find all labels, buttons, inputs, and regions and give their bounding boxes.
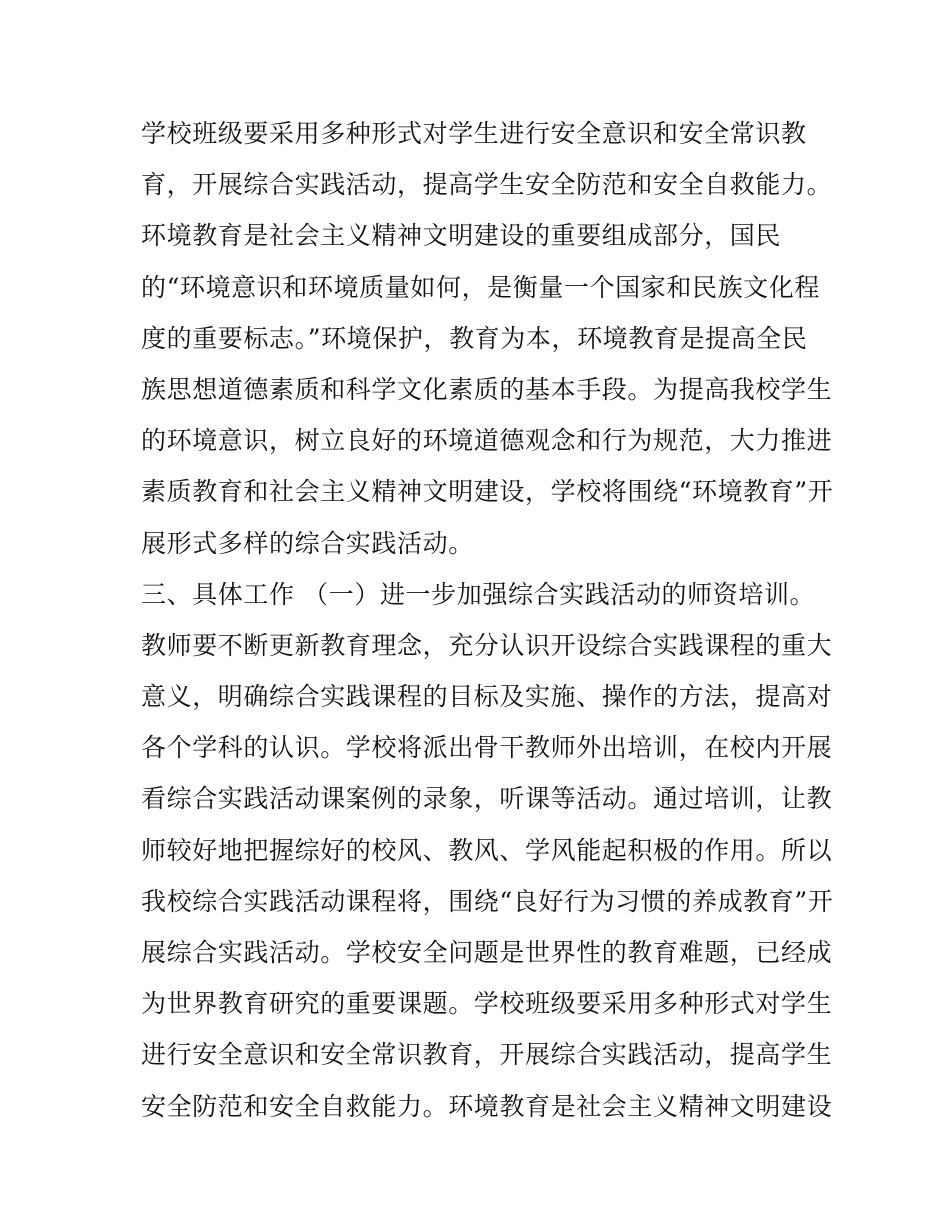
text-line-9: 展形式多样的综合实践活动。 (141, 528, 474, 558)
text-line-11: 教师要不断更新教育理念，充分认识开设综合实践课程的重大 (141, 630, 833, 660)
body-text (141, 108, 834, 1132)
text-line-4: 的“环境意识和环境质量如何，是衡量一个国家和民族文化程 (141, 272, 820, 302)
text-line-16: 我校综合实践活动课程将，围绕“良好行为习惯的养成教育”开 (141, 886, 834, 916)
text-line-5: 度的重要标志。”环境保护，教育为本，环境教育是提高全民 (141, 323, 808, 353)
text-line-12: 意义，明确综合实践课程的目标及实施、操作的方法，提高对 (141, 682, 833, 712)
text-line-6: 族思想道德素质和科学文化素质的基本手段。为提高我校学生 (141, 374, 833, 404)
text-line-7: 的环境意识，树立良好的环境道德观念和行为规范，大力推进 (141, 426, 833, 456)
text-line-1: 学校班级要采用多种形式对学生进行安全意识和安全常识教 (141, 119, 807, 148)
text-line-19: 进行安全意识和安全常识教育，开展综合实践活动，提高学生 (141, 1040, 833, 1070)
text-line-20: 安全防范和安全自救能力。环境教育是社会主义精神文明建设 (141, 1091, 833, 1121)
text-line-15: 师较好地把握综好的校风、教风、学风能起积极的作用。所以 (141, 835, 833, 865)
text-line-2: 育，开展综合实践活动，提高学生安全防范和安全自救能力。 (141, 170, 833, 200)
text-line-13: 各个学科的认识。学校将派出骨干教师外出培训，在校内开展 (141, 733, 833, 763)
text-line-3: 环境教育是社会主义精神文明建设的重要组成部分，国民 (141, 221, 782, 251)
text-line-14: 看综合实践活动课案例的录象，听课等活动。通过培训，让教 (141, 784, 833, 814)
section-heading-line: 三、具体工作 （一）进一步加强综合实践活动的师资培训。 (141, 579, 816, 609)
text-line-18: 为世界教育研究的重要课题。学校班级要采用多种形式对学生 (141, 989, 833, 1019)
text-line-8: 素质教育和社会主义精神文明建设，学校将围绕“环境教育”开 (141, 477, 834, 507)
text-line-17: 展综合实践活动。学校安全问题是世界性的教育难题，已经成 (141, 938, 833, 967)
